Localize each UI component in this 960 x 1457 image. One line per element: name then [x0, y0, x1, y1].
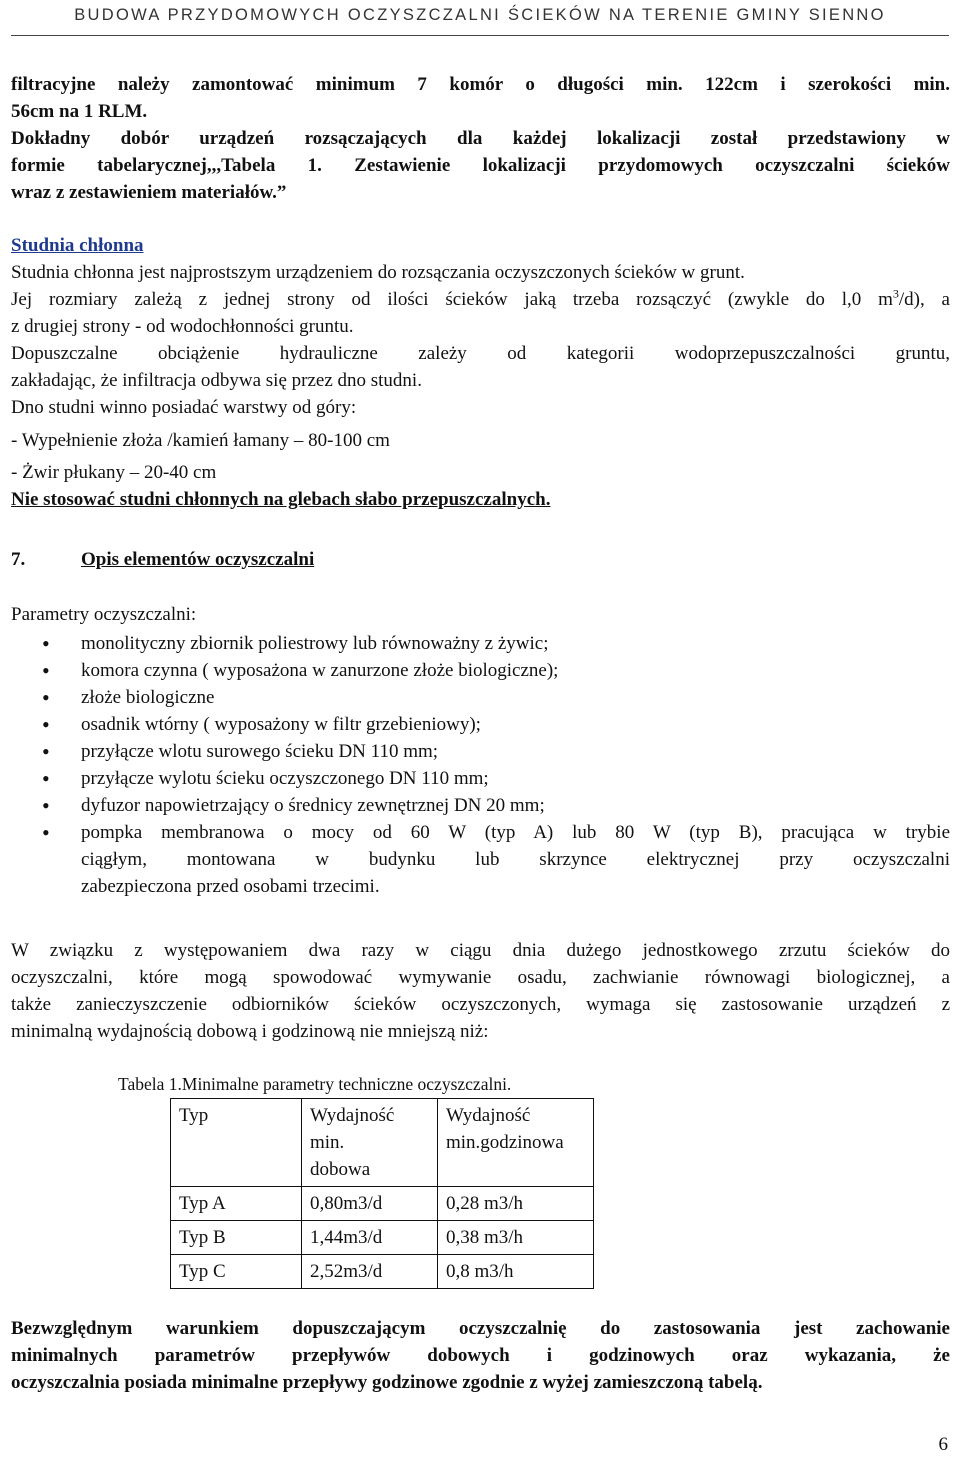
table-cell: Typ B [171, 1221, 302, 1255]
header-rule [11, 35, 949, 36]
table-caption-text: Tabela 1.Minimalne parametry techniczne oczyszczalni. [118, 1074, 512, 1094]
table-header-cell [438, 1099, 594, 1187]
table-row [171, 1255, 594, 1289]
table-cell: 0,28 m3/h [438, 1187, 594, 1221]
header-text: dobowa [310, 1159, 371, 1180]
running-header: BUDOWA PRZYDOMOWYCH OCZYSZCZALNI ŚCIEKÓW NA TERENIE GMINY SIENNO [74, 6, 886, 24]
list-item: • osadnik wtórny ( wyposażony w filtr grzebieniowy); [0, 711, 950, 738]
parameters-list [0, 630, 960, 900]
paragraph-line: także zanieczyszczenie odbiorników ścieków oczyszczonych, wymaga się zastosowanie urządzeń z [11, 994, 950, 1015]
well-text-fragment: Jej rozmiary zależą z jednej strony od ilości ścieków jaką trzeba rozsączyć (zwykle do l,0 m [11, 289, 893, 310]
table-header-row [171, 1099, 594, 1187]
well-text-line: zakładając, że infiltracja odbywa się przez dno studni. [11, 370, 422, 391]
intro-line: Dokładny dobór urządzeń rozsączających dla każdej lokalizacji został przedstawiony w [11, 128, 950, 149]
table-cell: Typ C [171, 1255, 302, 1289]
list-item-line: • pompka membranowa o mocy od 60 W (typ A) lub 80 W (typ B), pracująca w trybie [81, 822, 950, 843]
table-cell: 0,38 m3/h [438, 1221, 594, 1255]
well-warning: Nie stosować studni chłonnych na glebach słabo przepuszczalnych. [11, 489, 551, 510]
intro-line: formie tabelarycznej,,,Tabela 1. Zestawienie lokalizacji przydomowych oczyszczalni ścieków [11, 155, 950, 176]
intro-line: filtracyjne należy zamontować minimum 7 komór o długości min. 122cm i szerokości min. [11, 74, 950, 95]
requirement-paragraph [11, 937, 950, 1045]
intro-line: wraz z zestawieniem materiałów.” [11, 182, 287, 203]
parameters-table [170, 1098, 594, 1289]
list-item: • przyłącze wylotu ścieku oczyszczonego DN 110 mm; [0, 765, 950, 792]
list-item-line: zabezpieczona przed osobami trzecimi. [81, 876, 380, 897]
list-item-line: ciągłym, montowana w budynku lub skrzynce elektrycznej przy oczyszczalni [81, 849, 950, 870]
well-layer-item: - Żwir płukany – 20-40 cm [11, 462, 217, 483]
well-text-line: Studnia chłonna jest najprostszym urządzeniem do rozsączania oczyszczonych ścieków w grunt. [11, 262, 745, 283]
paragraph-line: W związku z występowaniem dwa razy w ciągu dnia dużego jednostkowego zrzutu ścieków do [11, 940, 950, 961]
table-cell: 1,44m3/d [302, 1221, 438, 1255]
list-item: • dyfuzor napowietrzający o średnicy zewnętrznej DN 20 mm; [0, 792, 950, 819]
table-header-cell [302, 1099, 438, 1187]
section-number: 7. [11, 549, 26, 570]
well-heading: Studnia chłonna [11, 235, 144, 256]
header-text: Wydajność [446, 1105, 531, 1126]
header-text: min.godzinowa [446, 1132, 564, 1153]
list-item: • monolityczny zbiornik poliestrowy lub równoważny z żywic; [0, 630, 950, 657]
list-item: • komora czynna ( wyposażona w zanurzone złoże biologiczne); [0, 657, 950, 684]
well-text-line: z drugiej strony - od wodochłonności gruntu. [11, 316, 354, 337]
conclusion-paragraph [11, 1315, 950, 1396]
well-text-fragment: /d), a [898, 289, 950, 310]
intro-paragraph [11, 71, 950, 206]
intro-line: 56cm na 1 RLM. [11, 101, 148, 122]
page-number: 6 [938, 1434, 948, 1455]
table-caption [118, 1072, 511, 1096]
table-cell: 2,52m3/d [302, 1255, 438, 1289]
header-text: Typ [179, 1105, 209, 1126]
header-text: min. [310, 1132, 345, 1153]
table-row [171, 1221, 594, 1255]
well-text-line: Dno studni winno posiadać warstwy od góry: [11, 397, 357, 418]
section-heading [11, 546, 314, 573]
table-cell: 0,80m3/d [302, 1187, 438, 1221]
paragraph-line: minimalną wydajnością dobową i godzinową nie mniejszą niż: [11, 1021, 489, 1042]
conclusion-line: Bezwzględnym warunkiem dopuszczającym oczyszczalnię do zastosowania jest zachowanie [11, 1318, 950, 1339]
list-item: • złoże biologiczne [0, 684, 950, 711]
table-row [171, 1187, 594, 1221]
table-cell: Typ A [171, 1187, 302, 1221]
list-item: • przyłącze wlotu surowego ścieku DN 110 mm; [0, 738, 950, 765]
absorption-well-section [11, 232, 950, 513]
well-text-line [11, 286, 950, 313]
table-header-cell [171, 1099, 302, 1187]
section-title: Opis elementów oczyszczalni [81, 549, 315, 570]
well-text-line: Dopuszczalne obciążenie hydrauliczne zależy od kategorii wodoprzepuszczalności gruntu, [11, 343, 950, 364]
well-layer-item: - Wypełnienie złoża /kamień łamany – 80-100 cm [11, 430, 390, 451]
params-label: Parametry oczyszczalni: [11, 604, 197, 625]
conclusion-line: minimalnych parametrów przepływów dobowych i godzinowych oraz wykazania, że [11, 1345, 950, 1366]
header-text: Wydajność [310, 1105, 395, 1126]
list-item [0, 819, 950, 900]
paragraph-line: oczyszczalni, które mogą spowodować wymywanie osadu, zachwianie równowagi biologicznej, a [11, 967, 950, 988]
superscript-exponent: 3 [892, 286, 899, 301]
conclusion-line: oczyszczalnia posiada minimalne przepływy godzinowe zgodnie z wyżej zamieszczoną tabelą. [11, 1372, 763, 1393]
table-cell: 0,8 m3/h [438, 1255, 594, 1289]
